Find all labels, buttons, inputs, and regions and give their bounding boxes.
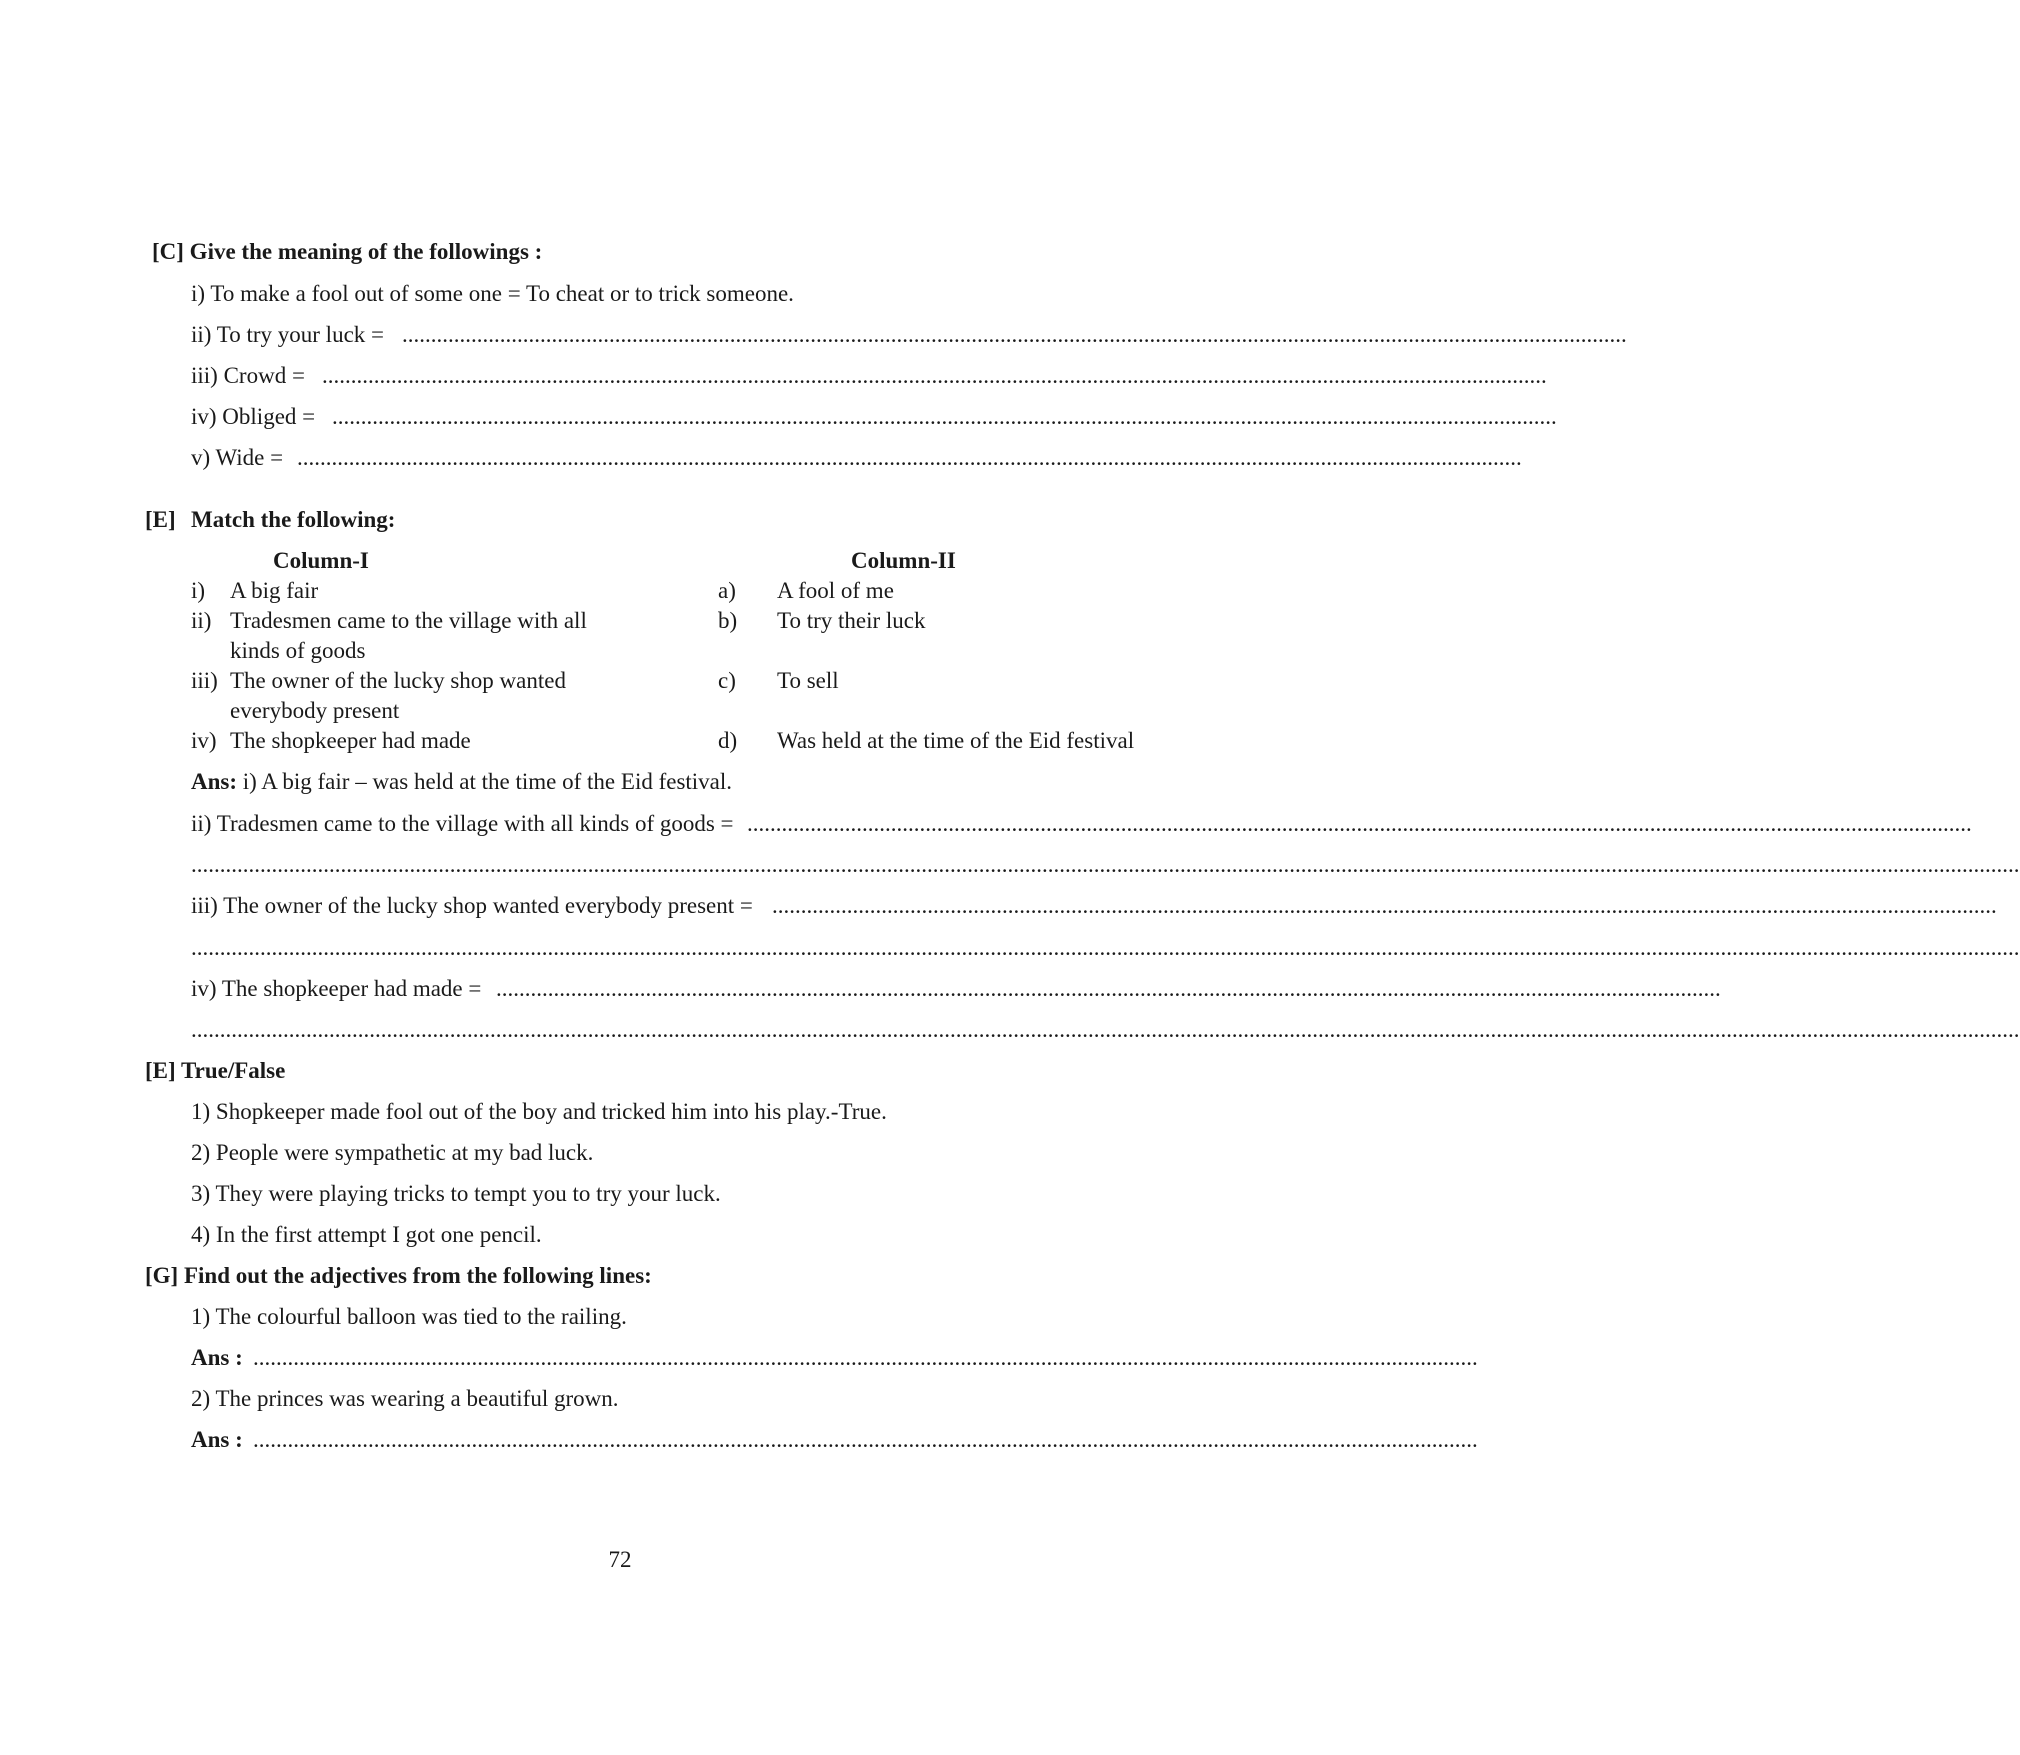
column-1-header: Column-I: [273, 548, 369, 573]
section-c-item-4: iv) Obliged =: [191, 404, 316, 429]
tf-item: 4) In the first attempt I got one pencil.: [191, 1222, 542, 1247]
answer-blank[interactable]: ..............................................................................................................................................................................................................................................................................................................................: [191, 935, 2020, 960]
match-item-text: everybody present: [230, 698, 400, 723]
section-g-heading: [G] Find out the adjectives from the following lines:: [145, 1263, 652, 1288]
section-c-item-2: ii) To try your luck =: [191, 322, 384, 347]
answer-blank[interactable]: ..............................................................................................................................................................................................................................................................................................................................: [191, 852, 2020, 877]
match-letter: b): [718, 608, 738, 633]
match-answer-first: [191, 770, 732, 793]
section-c-item-3: iii) Crowd =: [191, 363, 305, 388]
answer-blank[interactable]: .....................................................................................................................................................................................................................: [332, 404, 1557, 429]
section-c-item-5: v) Wide =: [191, 445, 284, 470]
section-e-heading: Match the following:: [191, 507, 396, 532]
ans-label: Ans :: [191, 1345, 243, 1370]
match-item-text: kinds of goods: [230, 638, 366, 663]
answer-blank[interactable]: .....................................................................................................................................................................................................................: [253, 1345, 1478, 1370]
section-g-question-1: 1) The colourful balloon was tied to the railing.: [191, 1304, 627, 1329]
match-answer-line: iii) The owner of the lucky shop wanted everybody present =: [191, 893, 753, 918]
match-num: i): [191, 578, 206, 603]
match-letter: c): [718, 668, 736, 693]
answer-blank[interactable]: .....................................................................................................................................................................................................................: [322, 363, 1547, 388]
answer-blank[interactable]: ..............................................................................................................................................................................................................................................................................................................................: [191, 1017, 2020, 1042]
answer-blank[interactable]: .....................................................................................................................................................................................................................: [772, 893, 1997, 918]
ans-text: i) A big fair – was held at the time of the Eid festival.: [237, 769, 733, 794]
match-item-text: A big fair: [230, 578, 319, 603]
match-letter: a): [718, 578, 736, 603]
section-tf-heading: [E] True/False: [145, 1058, 286, 1083]
match-num: iv): [191, 728, 217, 753]
tf-item: 1) Shopkeeper made fool out of the boy and tricked him into his play.-True.: [191, 1099, 887, 1124]
ans-label: Ans :: [191, 1427, 243, 1452]
section-e-label: [E]: [145, 507, 176, 532]
match-item-text: The owner of the lucky shop wanted: [230, 668, 566, 693]
section-g-question-2: 2) The princes was wearing a beautiful grown.: [191, 1386, 619, 1411]
match-item-text: The shopkeeper had made: [230, 728, 471, 753]
ans-label: Ans:: [191, 769, 238, 794]
section-c-heading: [C] Give the meaning of the followings :: [152, 239, 543, 264]
match-item-text: Tradesmen came to the village with all: [230, 608, 587, 633]
answer-blank[interactable]: .....................................................................................................................................................................................................................: [253, 1427, 1478, 1452]
answer-blank[interactable]: .....................................................................................................................................................................................................................: [747, 811, 1972, 836]
match-answer-text: A fool of me: [777, 578, 894, 603]
column-2-header: Column-II: [851, 548, 956, 573]
answer-blank[interactable]: .....................................................................................................................................................................................................................: [496, 976, 1721, 1001]
match-answer-line: iv) The shopkeeper had made =: [191, 976, 482, 1001]
tf-item: 3) They were playing tricks to tempt you to try your luck.: [191, 1181, 721, 1206]
match-answer-line: ii) Tradesmen came to the village with all kinds of goods =: [191, 811, 734, 836]
match-answer-text: To try their luck: [777, 608, 926, 633]
answer-blank[interactable]: .....................................................................................................................................................................................................................: [402, 322, 1627, 347]
match-answer-text: Was held at the time of the Eid festival: [777, 728, 1135, 753]
answer-blank[interactable]: .....................................................................................................................................................................................................................: [297, 445, 1522, 470]
match-answer-text: To sell: [777, 668, 839, 693]
match-num: ii): [191, 608, 212, 633]
section-c-item-1: i) To make a fool out of some one = To cheat or to trick someone.: [191, 281, 794, 306]
tf-item: 2) People were sympathetic at my bad luck.: [191, 1140, 594, 1165]
match-letter: d): [718, 728, 738, 753]
page-number: 72: [608, 1547, 632, 1572]
match-num: iii): [191, 668, 218, 693]
